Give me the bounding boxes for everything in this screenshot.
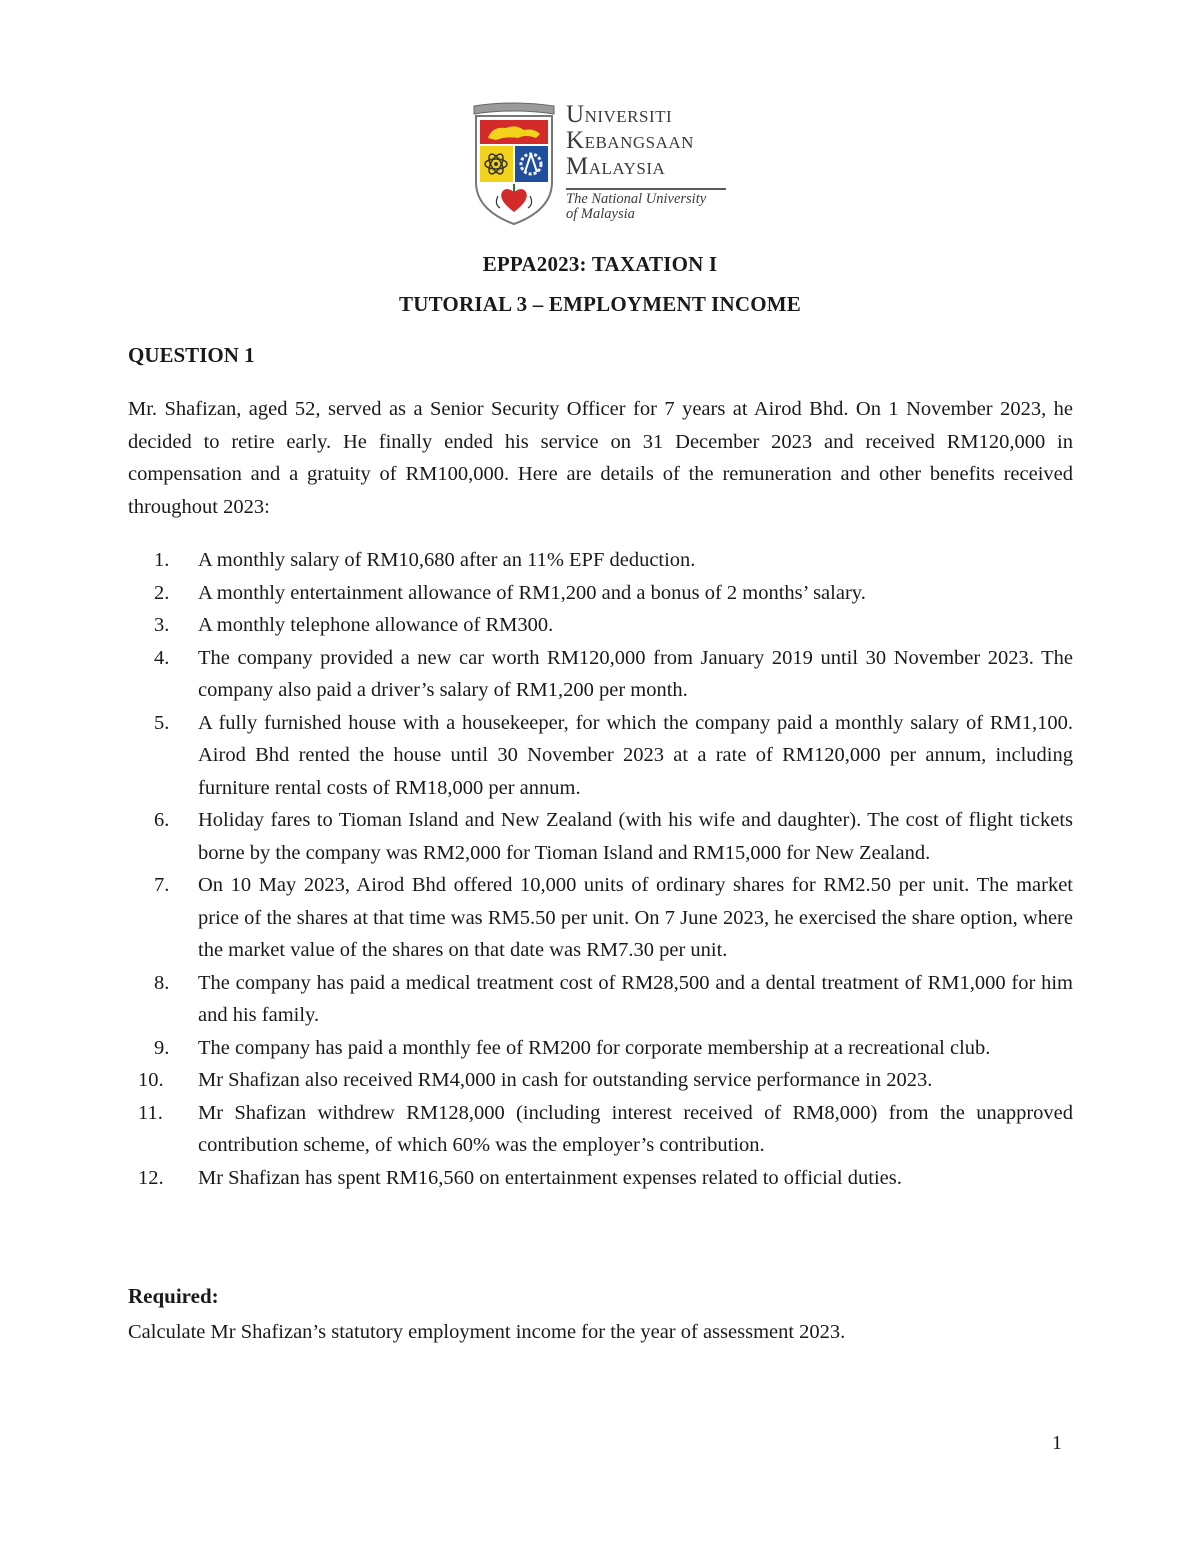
item-text: The company has paid a monthly fee of RM200 for corporate membership at a recreational club.: [198, 1036, 991, 1059]
item-text: The company provided a new car worth RM120,000 from January 2019 until 30 November 2023. The company also paid a driver’s salary of RM1,200 per month.: [198, 646, 1073, 701]
list-item: [128, 544, 1073, 577]
list-item: [128, 1162, 1073, 1195]
item-text: The company has paid a medical treatment cost of RM28,500 and a dental treatment of RM1,000 for him and his family.: [198, 971, 1073, 1026]
page-number: 1: [1052, 1432, 1062, 1454]
item-text: Mr Shafizan withdrew RM128,000 (including interest received of RM8,000) from the unapproved contribution scheme, of which 60% was the employer’s contribution.: [198, 1101, 1073, 1156]
item-text: A monthly entertainment allowance of RM1,200 and a bonus of 2 months’ salary.: [198, 581, 866, 604]
item-number: 4.: [154, 646, 170, 669]
item-text: Mr Shafizan has spent RM16,560 on entertainment expenses related to official duties.: [198, 1166, 902, 1189]
logo-tagline-line-2: of Malaysia: [566, 206, 635, 222]
item-text: A fully furnished house with a housekeeper, for which the company paid a monthly salary of RM1,100. Airod Bhd rented the house until 30 November 2023 at a rate of RM120,000 per annum, including furniture rental costs of RM18,000 per annum.: [198, 711, 1073, 799]
logo-tagline-line-1: The National University: [566, 191, 707, 207]
logo-word: NIVERSITI: [584, 107, 673, 126]
item-text: A monthly salary of RM10,680 after an 11% EPF deduction.: [198, 549, 696, 571]
question-heading: QUESTION 1: [128, 343, 255, 367]
item-number: 2.: [154, 581, 170, 604]
item-number: 1.: [154, 549, 170, 571]
university-logo: [470, 100, 740, 230]
item-number: 9.: [154, 1036, 170, 1059]
logo-initial: M: [566, 153, 589, 180]
logo-wordmark: [566, 102, 741, 180]
logo-line-malaysia: [566, 154, 741, 180]
item-number: 12.: [138, 1166, 164, 1189]
list-item: [128, 804, 1073, 869]
tutorial-title: TUTORIAL 3 – EMPLOYMENT INCOME: [399, 292, 801, 316]
university-crest-icon: [470, 100, 558, 228]
list-item: [128, 1032, 1073, 1065]
list-item: [128, 1064, 1073, 1097]
item-number: 10.: [138, 1069, 164, 1091]
logo-word: ALAYSIA: [588, 159, 666, 178]
item-number: 6.: [154, 809, 170, 831]
required-text: Calculate Mr Shafizan’s statutory employment income for the year of assessment 2023.: [128, 1321, 846, 1343]
list-item: [128, 967, 1073, 1032]
item-number: 7.: [154, 874, 170, 896]
logo-word: EBANGSAAN: [584, 133, 694, 152]
item-text: On 10 May 2023, Airod Bhd offered 10,000 units of ordinary shares for RM2.50 per unit. The market price of the shares at that time was RM5.50 per unit. On 7 June 2023, he exercised the share option, where the market value of the shares on that date was RM7.30 per unit.: [198, 874, 1073, 961]
logo-initial: U: [566, 101, 585, 128]
item-number: 11.: [138, 1101, 163, 1124]
logo-tagline: [566, 192, 746, 222]
list-item: [128, 707, 1073, 805]
item-text: A monthly telephone allowance of RM300.: [198, 614, 554, 636]
logo-line-universiti: [566, 102, 741, 128]
logo-divider: [566, 188, 726, 190]
benefit-list: [128, 544, 1073, 1194]
question-intro: Mr. Shafizan, aged 52, served as a Senior Security Officer for 7 years at Airod Bhd. On 1 November 2023, he decided to retire early. He finally ended his service on 31 December 2023 and received RM120,000 in compensation and a gratuity of RM100,000. Here are details of the remuneration and other benefits received throughout 2023:: [128, 398, 1073, 518]
item-text: Holiday fares to Tioman Island and New Zealand (with his wife and daughter). The cost of flight tickets borne by the company was RM2,000 for Tioman Island and RM15,000 for New Zealand.: [198, 809, 1073, 864]
required-heading: Required:: [128, 1284, 219, 1308]
list-item: [128, 609, 1073, 642]
list-item: [128, 1097, 1073, 1162]
logo-initial: K: [566, 127, 585, 154]
item-number: 5.: [154, 711, 170, 734]
item-number: 8.: [154, 971, 170, 994]
logo-line-kebangsaan: [566, 128, 741, 154]
course-title: EPPA2023: TAXATION I: [482, 252, 718, 276]
list-item: [128, 869, 1073, 967]
item-text: Mr Shafizan also received RM4,000 in cash for outstanding service performance in 2023.: [198, 1069, 933, 1091]
list-item: [128, 577, 1073, 610]
list-item: [128, 642, 1073, 707]
item-number: 3.: [154, 614, 170, 636]
